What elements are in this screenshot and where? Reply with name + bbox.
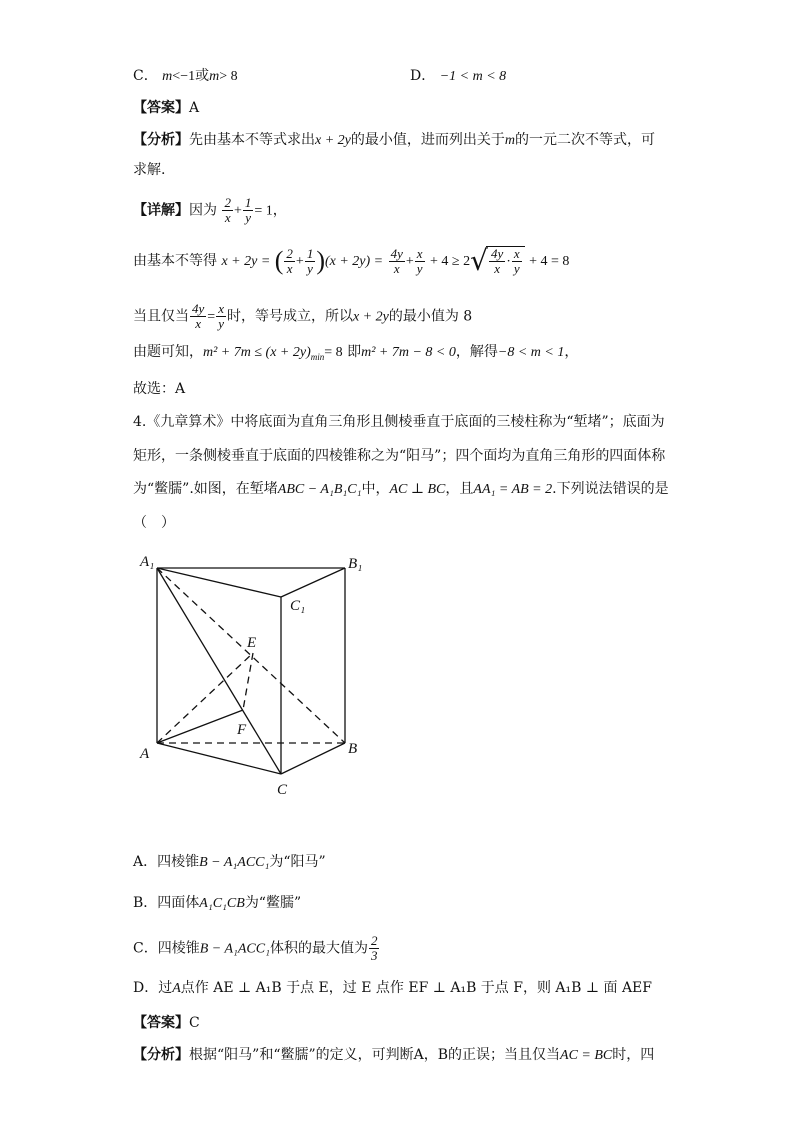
analysis-text: 的最小值，进而列出关于: [350, 132, 505, 148]
expr-lengths: AA₁ = AB = 2: [473, 482, 553, 497]
q3-detail-1: 【详解】因为 $\frac{2}{x}$ + $\frac{1}{y}$ = 1，: [133, 195, 287, 225]
q4-stem-2: 矩形，一条侧棱垂直于底面的四棱锥称之为“阳马”；四个面均为直角三角形的四面体称: [133, 448, 666, 464]
expr-m: m: [504, 133, 515, 148]
option-c-rel2: > 8: [219, 69, 238, 84]
label-A: A: [140, 746, 150, 762]
expr-ac-bc: AC = BC: [560, 1048, 613, 1063]
detail-text: ，解得: [455, 344, 498, 360]
option-c-or: 或: [195, 68, 210, 84]
detail-text: 当且仅当: [133, 308, 189, 325]
expr-solution: −8 < m < 1: [497, 345, 565, 360]
expr-prism: ABC − A₁B₁C₁: [277, 482, 362, 497]
option-d-expr: −1 < m < 8: [439, 69, 507, 84]
q4-option-d: [133, 978, 652, 999]
expr-eq: = 8: [324, 345, 343, 360]
label-B1: B₁: [348, 556, 363, 572]
option-expr: B − A₁ACC₁: [199, 941, 270, 957]
detail-text: 时，等号成立，所以: [226, 308, 353, 325]
detail-text: ，: [564, 344, 579, 360]
expr-product: (x + 2y) =: [324, 254, 384, 269]
fraction-two-thirds: $\frac{2}{3}$: [370, 933, 378, 963]
detail-text: 的最小值为 8: [388, 308, 473, 325]
analysis-text: 根据“阳马”和“鳖臑”的定义，可判断A，B的正误；当且仅当: [189, 1047, 561, 1063]
fraction-1-over-y: $\frac{1}{y}$: [244, 195, 252, 225]
label-C: C: [277, 782, 288, 798]
label-A1: A₁: [140, 554, 155, 570]
option-label: A．四棱锥: [133, 854, 200, 870]
option-text: 点作 AE ⊥ A₁B 于点 E，过 E 点作 EF ⊥ A₁B 于点 F，则 A₁B ⊥ 面 AEF: [180, 980, 652, 996]
label-C1: C₁: [290, 598, 306, 614]
option-expr: A₁C₁CB: [199, 896, 245, 911]
detail-tag: 【详解】: [133, 202, 189, 219]
expr-eq-8: + 4 = 8: [529, 254, 570, 269]
option-c-rel1: <−1: [172, 69, 196, 84]
analysis-tag: 【分析】: [133, 1047, 189, 1063]
option-c-label: C．: [133, 68, 158, 84]
q3-answer: [133, 98, 199, 118]
q4-option-b: [133, 893, 301, 914]
option-label: D．过: [133, 980, 173, 996]
stem-text: ，且: [445, 481, 474, 497]
analysis-text: 的一元二次不等式，可: [515, 132, 655, 148]
detail-text: 由基本不等得: [133, 253, 217, 269]
option-expr: B − A₁ACC₁: [199, 855, 270, 870]
detail-text: 由题可知，: [133, 344, 203, 360]
option-c-line: [133, 66, 238, 87]
q4-option-a: [133, 852, 326, 873]
label-B: B: [348, 741, 358, 757]
expr-x-2y: x + 2y: [352, 309, 389, 325]
option-d-line: [410, 66, 506, 87]
q3-analysis-2: 求解.: [133, 162, 166, 178]
q4-analysis: [133, 1045, 654, 1066]
option-expr: A: [172, 981, 181, 996]
option-text: 为“鳖臑”: [244, 895, 302, 911]
q4-stem-1: 4.《九章算术》中将底面为直角三角形且侧棱垂直于底面的三棱柱称为“堑堵”；底面为: [133, 414, 665, 430]
option-label: C．四棱锥: [133, 940, 200, 957]
q3-choose: 故选：A: [133, 381, 186, 397]
option-label: B．四面体: [133, 895, 200, 911]
detail-text: 因为: [189, 202, 217, 219]
expr-x-2y: x + 2y =: [221, 254, 271, 269]
fraction-2-over-x: $\frac{2}{x}$: [224, 195, 231, 225]
expr-x-2y: x + 2y: [315, 133, 351, 148]
q3-analysis-1: [133, 130, 655, 151]
stem-text: 中，: [361, 481, 390, 497]
q4-answer: [133, 1013, 200, 1033]
q4-option-c: [133, 934, 380, 963]
expr-ge: + 4 ≥ 2: [430, 254, 471, 269]
analysis-text: 时，四: [612, 1047, 655, 1063]
label-F: F: [237, 722, 247, 738]
q3-detail-2: 由基本不等得 x + 2y = ( $\frac{2}{x}$ + $\frac{1}{y}$ )(x + 2y) = $\frac{4y}{x}$ + $\frac{x}{y}$ + 4 ≥ 2√ $\frac{4y}{x}$ · $\frac{x}{y}$ + 4 = 8: [133, 244, 570, 277]
prism-figure: [130, 548, 390, 808]
q4-stem-3: [133, 479, 669, 500]
answer-value: C: [189, 1015, 200, 1031]
expr-perp: AC ⊥ BC: [389, 482, 446, 497]
stem-text: .下列说法错误的是: [552, 481, 669, 497]
expr-quadratic: m² + 7m − 8 < 0: [361, 345, 456, 360]
option-c-m1: m: [162, 69, 173, 84]
detail-text: = 1，: [254, 203, 287, 219]
expr-inequality: m² + 7m ≤ (x + 2y): [203, 345, 311, 360]
analysis-text: 先由基本不等式求出: [189, 132, 315, 148]
q3-detail-3: 当且仅当 $\frac{4y}{x}$ = $\frac{x}{y}$ 时，等号成立，所以x + 2y的最小值为 8: [133, 301, 473, 331]
q4-stem-4: （ ）: [133, 515, 175, 531]
stem-text: 为“鳖臑”.如图，在堑堵: [133, 481, 278, 497]
option-text: 为“阳马”: [269, 854, 326, 870]
detail-text: 即: [347, 344, 362, 360]
q3-detail-4: [133, 342, 578, 367]
answer-tag: 【答案】: [133, 1015, 189, 1031]
label-E: E: [247, 635, 257, 651]
option-text: 体积的最大值为: [269, 940, 368, 957]
option-d-label: D．: [410, 68, 436, 84]
answer-value: A: [189, 100, 200, 116]
option-c-m2: m: [209, 69, 220, 84]
sub-min: min: [310, 351, 325, 362]
answer-tag: 【答案】: [133, 100, 189, 116]
analysis-tag: 【分析】: [133, 132, 189, 148]
